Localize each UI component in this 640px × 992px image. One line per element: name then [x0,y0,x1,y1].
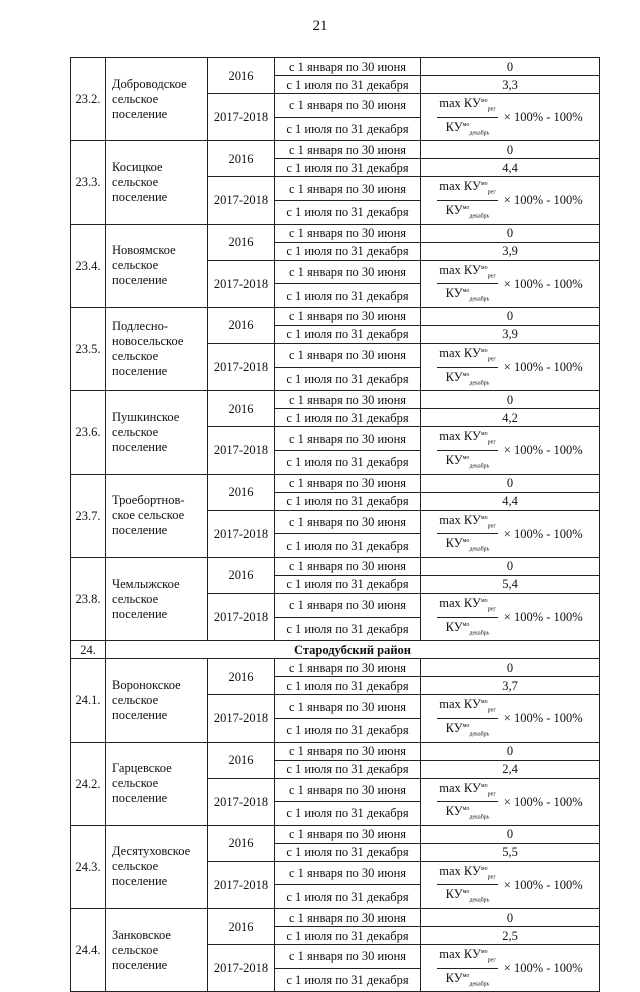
period-cell: с 1 июля по 31 декабря [275,534,421,558]
period-cell: с 1 июля по 31 декабря [275,492,421,510]
value-cell: 3,7 [421,677,600,695]
superscript: мо [480,699,488,706]
value-cell: 5,5 [421,843,600,861]
year-cell: 2016 [208,825,275,861]
numerator: max КУ [439,780,481,795]
period-cell: с 1 января по 30 июня [275,58,421,76]
year-cell: 2016 [208,659,275,695]
tariff-table [70,57,600,992]
subscript: декабрь [469,296,490,303]
period-cell: с 1 января по 30 июня [275,909,421,927]
row-number: 23.7. [71,474,106,557]
value-cell: 2,5 [421,927,600,945]
formula-tail: × 100% - 100% [503,794,583,809]
period-cell: с 1 января по 30 июня [275,945,421,969]
subscript: декабрь [469,130,490,137]
fraction [437,695,498,741]
table-row [71,307,600,325]
year-cell: 2017-2018 [208,593,275,640]
formula-cell [421,695,600,742]
year-cell: 2016 [208,224,275,260]
formula-tail: × 100% - 100% [503,110,583,125]
period-cell: с 1 января по 30 июня [275,510,421,534]
superscript: мо [462,121,470,128]
period-cell: с 1 июля по 31 декабря [275,284,421,308]
subscript: декабрь [469,380,490,387]
numerator: max КУ [439,262,481,277]
superscript: мо [462,972,470,979]
row-number: 23.3. [71,141,106,224]
page-number: 21 [312,18,328,34]
settlement-name: Пушкинское сельское поселение [106,391,208,474]
subscript: рег [487,273,496,280]
table-row [71,224,600,242]
period-cell: с 1 июля по 31 декабря [275,760,421,778]
denominator: КУ [445,453,463,468]
growth-formula [423,261,597,307]
value-cell: 0 [421,58,600,76]
subscript: рег [487,106,496,113]
superscript: мо [462,371,470,378]
denominator: КУ [445,887,463,902]
table-row [71,391,600,409]
period-cell: с 1 июля по 31 декабря [275,450,421,474]
formula-cell [421,778,600,825]
value-cell: 0 [421,141,600,159]
subscript: декабрь [469,898,490,905]
formula-tail: × 100% - 100% [503,961,583,976]
period-cell: с 1 января по 30 июня [275,861,421,885]
superscript: мо [462,806,470,813]
formula-tail: × 100% - 100% [503,526,583,541]
subscript: декабрь [469,463,490,470]
fraction [437,427,498,473]
denominator: КУ [445,536,463,551]
fraction [437,94,498,140]
period-cell: с 1 июля по 31 декабря [275,718,421,742]
value-cell: 0 [421,909,600,927]
period-cell: с 1 июля по 31 декабря [275,117,421,141]
formula-tail: × 100% - 100% [503,711,583,726]
formula-cell [421,510,600,557]
settlement-name: Занковское сельское поселение [106,909,208,992]
superscript: мо [462,889,470,896]
value-cell: 2,4 [421,760,600,778]
period-cell: с 1 января по 30 июня [275,695,421,719]
period-cell: с 1 июля по 31 декабря [275,927,421,945]
period-cell: с 1 января по 30 июня [275,177,421,201]
row-number: 24.1. [71,659,106,742]
formula-tail: × 100% - 100% [503,443,583,458]
year-cell: 2016 [208,474,275,510]
growth-formula [423,511,597,557]
settlement-name: Доброводское сельское поселение [106,58,208,141]
period-cell: с 1 января по 30 июня [275,593,421,617]
subscript: рег [487,707,496,714]
period-cell: с 1 января по 30 июня [275,742,421,760]
period-cell: с 1 января по 30 июня [275,474,421,492]
year-cell: 2017-2018 [208,260,275,307]
value-cell: 3,9 [421,242,600,260]
table-row [71,659,600,677]
growth-formula [423,344,597,390]
row-number: 24.3. [71,825,106,908]
period-cell: с 1 января по 30 июня [275,557,421,575]
superscript: мо [462,722,470,729]
period-cell: с 1 января по 30 июня [275,825,421,843]
table-row [71,909,600,927]
region-row [71,641,600,659]
value-cell: 0 [421,742,600,760]
value-cell: 4,4 [421,159,600,177]
subscript: рег [487,439,496,446]
subscript: рег [487,957,496,964]
table-row [71,742,600,760]
value-cell: 4,4 [421,492,600,510]
region-name: Стародубский район [106,641,600,659]
subscript: рег [487,523,496,530]
superscript: мо [480,347,488,354]
year-cell: 2016 [208,307,275,343]
period-cell: с 1 января по 30 июня [275,94,421,118]
year-cell: 2017-2018 [208,861,275,908]
superscript: мо [480,949,488,956]
year-cell: 2016 [208,391,275,427]
row-number: 23.5. [71,307,106,390]
settlement-name: Десятуховское сельское поселение [106,825,208,908]
period-cell: с 1 июля по 31 декабря [275,802,421,826]
row-number: 24. [71,641,106,659]
year-cell: 2017-2018 [208,510,275,557]
subscript: рег [487,874,496,881]
superscript: мо [462,454,470,461]
period-cell: с 1 января по 30 июня [275,659,421,677]
superscript: мо [462,538,470,545]
year-cell: 2017-2018 [208,177,275,224]
value-cell: 0 [421,557,600,575]
subscript: рег [487,606,496,613]
numerator: max КУ [439,697,481,712]
numerator: max КУ [439,863,481,878]
row-number: 24.4. [71,909,106,992]
formula-tail: × 100% - 100% [503,360,583,375]
formula-cell [421,94,600,141]
denominator: КУ [445,119,463,134]
numerator: max КУ [439,596,481,611]
period-cell: с 1 июля по 31 декабря [275,409,421,427]
year-cell: 2017-2018 [208,427,275,474]
subscript: декабрь [469,814,490,821]
period-cell: с 1 июля по 31 декабря [275,617,421,641]
value-cell: 0 [421,825,600,843]
superscript: мо [462,204,470,211]
row-number: 23.6. [71,391,106,474]
period-cell: с 1 июля по 31 декабря [275,76,421,94]
period-cell: с 1 июля по 31 декабря [275,575,421,593]
superscript: мо [480,98,488,104]
superscript: мо [480,431,488,438]
settlement-name: Чемлыжское сельское поселение [106,557,208,640]
value-cell: 0 [421,474,600,492]
period-cell: с 1 января по 30 июня [275,141,421,159]
table-row [71,474,600,492]
value-cell: 0 [421,307,600,325]
formula-cell [421,260,600,307]
period-cell: с 1 июля по 31 декабря [275,242,421,260]
year-cell: 2016 [208,141,275,177]
table-row [71,141,600,159]
denominator: КУ [445,804,463,819]
period-cell: с 1 июля по 31 декабря [275,159,421,177]
growth-formula [423,945,597,991]
fraction [437,862,498,908]
superscript: мо [480,865,488,872]
fraction [437,779,498,825]
subscript: декабрь [469,731,490,738]
period-cell: с 1 июля по 31 декабря [275,968,421,992]
subscript: декабрь [469,546,490,553]
denominator: КУ [445,369,463,384]
numerator: max КУ [439,96,481,111]
period-cell: с 1 января по 30 июня [275,307,421,325]
row-number: 23.8. [71,557,106,640]
settlement-name: Подлесно-новосельское сельское поселение [106,307,208,390]
period-cell: с 1 января по 30 июня [275,391,421,409]
period-cell: с 1 января по 30 июня [275,778,421,802]
superscript: мо [480,514,488,521]
year-cell: 2016 [208,909,275,945]
superscript: мо [462,621,470,628]
year-cell: 2017-2018 [208,945,275,992]
subscript: рег [487,791,496,798]
year-cell: 2016 [208,58,275,94]
superscript: мо [462,288,470,295]
formula-cell [421,177,600,224]
fraction [437,261,498,307]
year-cell: 2017-2018 [208,343,275,390]
period-cell: с 1 июля по 31 декабря [275,677,421,695]
fraction [437,344,498,390]
subscript: декабрь [469,981,490,988]
period-cell: с 1 января по 30 июня [275,260,421,284]
numerator: max КУ [439,179,481,194]
fraction [437,511,498,557]
period-cell: с 1 июля по 31 декабря [275,325,421,343]
denominator: КУ [445,286,463,301]
growth-formula [423,779,597,825]
denominator: КУ [445,619,463,634]
value-cell: 3,3 [421,76,600,94]
value-cell: 4,2 [421,409,600,427]
growth-formula [423,862,597,908]
table-row [71,58,600,76]
year-cell: 2016 [208,742,275,778]
formula-tail: × 100% - 100% [503,877,583,892]
growth-formula [423,177,597,223]
numerator: max КУ [439,947,481,962]
fraction [437,594,498,640]
growth-formula [423,594,597,640]
value-cell: 0 [421,659,600,677]
year-cell: 2017-2018 [208,94,275,141]
formula-cell [421,593,600,640]
denominator: КУ [445,721,463,735]
growth-formula [423,94,597,140]
subscript: декабрь [469,630,490,637]
growth-formula [423,695,597,741]
value-cell: 0 [421,391,600,409]
settlement-name: Гарцевское сельское поселение [106,742,208,825]
table-row [71,825,600,843]
subscript: рег [487,189,496,196]
year-cell: 2017-2018 [208,695,275,742]
settlement-name: Косицкое сельское поселение [106,141,208,224]
settlement-name: Троебортнов-ское сельское поселение [106,474,208,557]
period-cell: с 1 июля по 31 декабря [275,885,421,909]
formula-tail: × 100% - 100% [503,276,583,291]
value-cell: 5,4 [421,575,600,593]
period-cell: с 1 июля по 31 декабря [275,843,421,861]
fraction [437,177,498,223]
numerator: max КУ [439,429,481,444]
period-cell: с 1 июля по 31 декабря [275,367,421,391]
denominator: КУ [445,970,463,985]
subscript: декабрь [469,213,490,220]
period-cell: с 1 января по 30 июня [275,427,421,451]
value-cell: 3,9 [421,325,600,343]
formula-cell [421,343,600,390]
row-number: 24.2. [71,742,106,825]
formula-cell [421,945,600,992]
numerator: max КУ [439,346,481,361]
year-cell: 2017-2018 [208,778,275,825]
settlement-name: Воронокское сельское поселение [106,659,208,742]
settlement-name: Новоямское сельское поселение [106,224,208,307]
period-cell: с 1 января по 30 июня [275,343,421,367]
superscript: мо [480,264,488,271]
denominator: КУ [445,203,463,218]
value-cell: 0 [421,224,600,242]
period-cell: с 1 июля по 31 декабря [275,200,421,224]
row-number: 23.4. [71,224,106,307]
superscript: мо [480,782,488,789]
row-number: 23.2. [71,58,106,141]
formula-cell [421,427,600,474]
superscript: мо [480,181,488,188]
growth-formula [423,427,597,473]
formula-cell [421,861,600,908]
superscript: мо [480,597,488,604]
period-cell: с 1 января по 30 июня [275,224,421,242]
fraction [437,945,498,991]
numerator: max КУ [439,512,481,527]
formula-tail: × 100% - 100% [503,610,583,625]
subscript: рег [487,356,496,363]
year-cell: 2016 [208,557,275,593]
table-row [71,557,600,575]
formula-tail: × 100% - 100% [503,193,583,208]
